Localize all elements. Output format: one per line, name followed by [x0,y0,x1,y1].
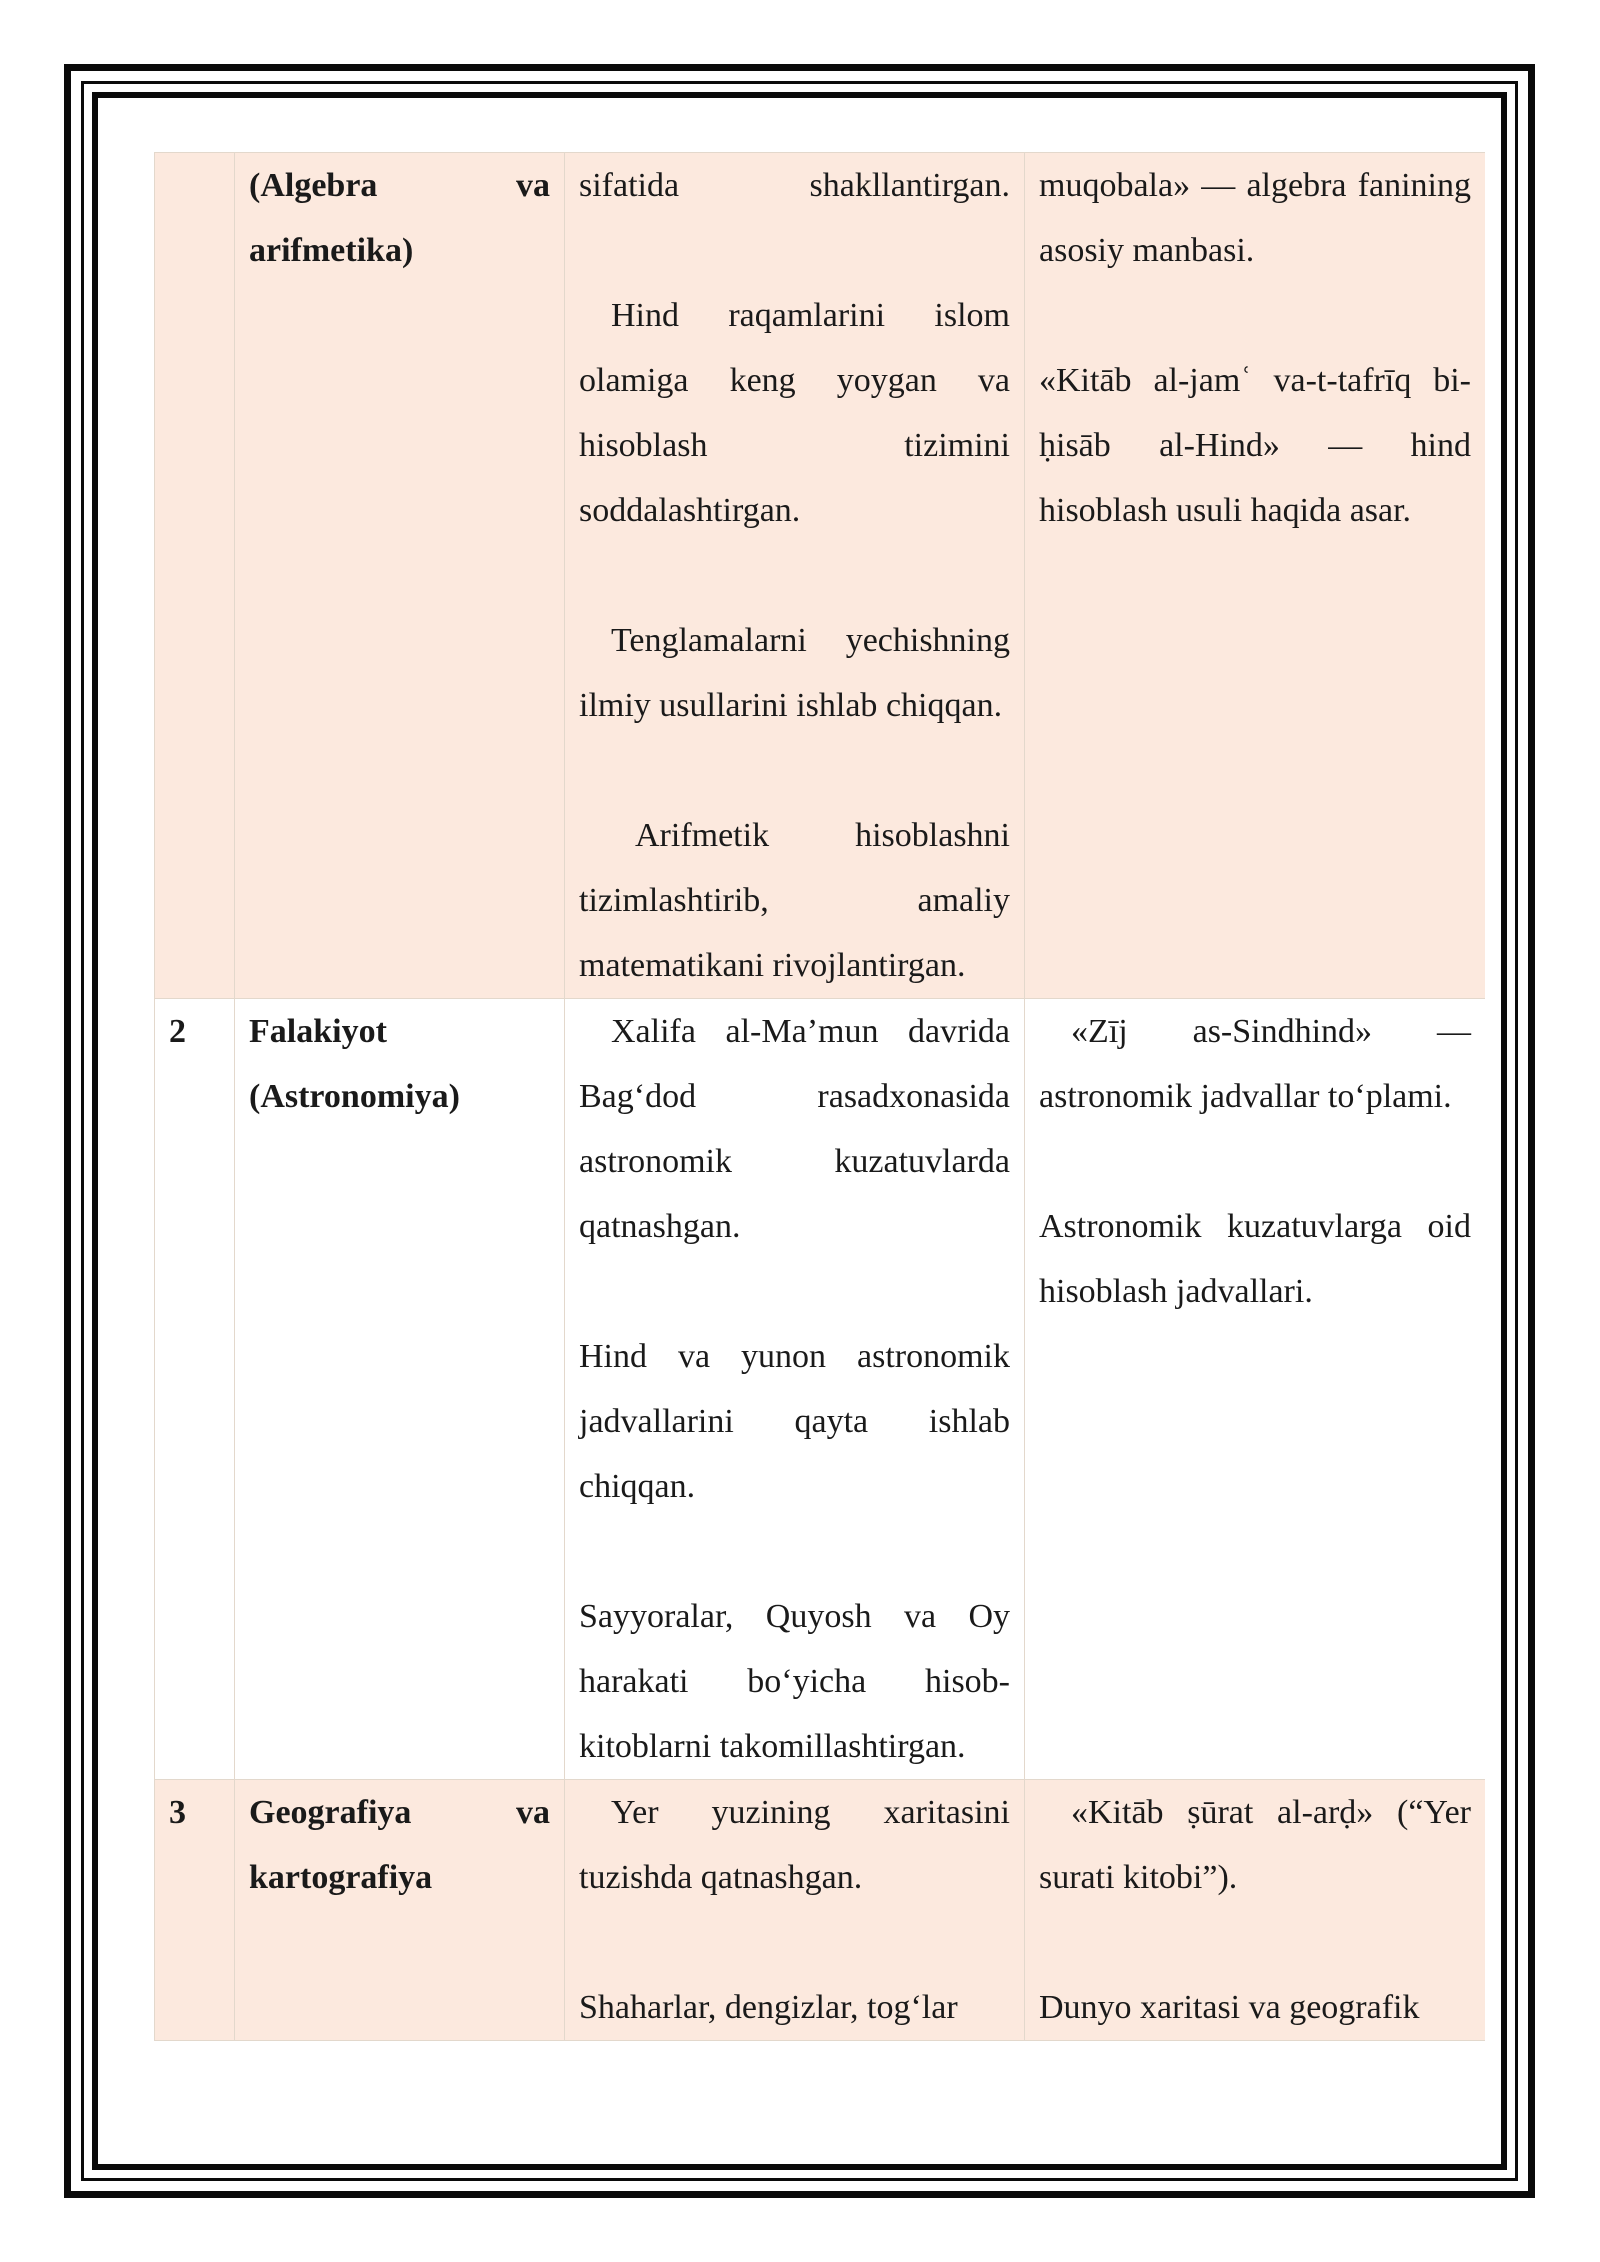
row-number-cell [155,999,235,1780]
contribution-cell [565,999,1025,1780]
row-number: 3 [169,1794,186,1831]
row-number-cell [155,1780,235,2041]
scientist-contributions-table [154,152,1485,2041]
field-name-line: Falakiyot [249,1013,387,1050]
works-paragraph: Dunyo xaritasi va geografik [1039,1989,1420,2026]
works-paragraph: «Zīj as-Sindhind» — astronomik jadvallar to‘plami. [1039,1013,1471,1115]
works-cell [1025,999,1486,1780]
table-viewport [154,152,1485,2072]
field-name-line: kartografiya [249,1859,433,1896]
contribution-paragraph: Arifmetik hisoblashni tizimlashtirib, amaliy matematikani rivojlantirgan. [579,817,1010,984]
contribution-paragraph: Yer yuzining xaritasini tuzishda qatnashgan. [579,1794,1010,1896]
contribution-cell [565,1780,1025,2041]
works-cell [1025,1780,1486,2041]
table-row [155,153,1486,999]
field-cell [235,1780,565,2041]
contribution-paragraph: Xalifa al-Ma’mun davrida Bag‘dod rasadxonasida astronomik kuzatuvlarda qatnashgan. [579,1013,1010,1245]
works-paragraph: muqobala» — algebra fanining asosiy manbasi. [1039,167,1471,269]
field-cell [235,153,565,999]
works-cell [1025,153,1486,999]
contribution-paragraph: sifatida shakllantirgan. [579,167,1010,204]
row-number: 2 [169,1013,186,1050]
table-row [155,1780,1486,2041]
table-row [155,999,1486,1780]
works-paragraph: Astronomik kuzatuvlarga oid hisoblash jadvallari. [1039,1208,1471,1310]
row-number-cell [155,153,235,999]
field-name-line: (Astronomiya) [249,1078,460,1115]
contribution-paragraph: Shaharlar, dengizlar, tog‘lar [579,1989,958,2026]
field-name-line: Geografiya va [249,1794,550,1831]
contribution-cell [565,153,1025,999]
field-name-line: arifmetika) [249,232,414,269]
contribution-paragraph: Hind raqamlarini islom olamiga keng yoygan va hisoblash tizimini soddalashtirgan. [579,297,1010,529]
contribution-paragraph: Sayyoralar, Quyosh va Oy harakati bo‘yicha hisob- kitoblarni takomillashtirgan. [579,1598,1010,1765]
works-paragraph: «Kitāb al-jamʿ va-t-tafrīq bi-ḥisāb al-Hind» — hind hisoblash usuli haqida asar. [1039,362,1471,529]
field-name-line: (Algebra va [249,167,550,204]
contribution-paragraph: Tenglamalarni yechishning ilmiy usullarini ishlab chiqqan. [579,622,1010,724]
field-cell [235,999,565,1780]
contribution-paragraph: Hind va yunon astronomik jadvallarini qayta ishlab chiqqan. [579,1338,1010,1505]
works-paragraph: «Kitāb ṣūrat al-arḍ» (“Yer surati kitobi”). [1039,1794,1471,1896]
